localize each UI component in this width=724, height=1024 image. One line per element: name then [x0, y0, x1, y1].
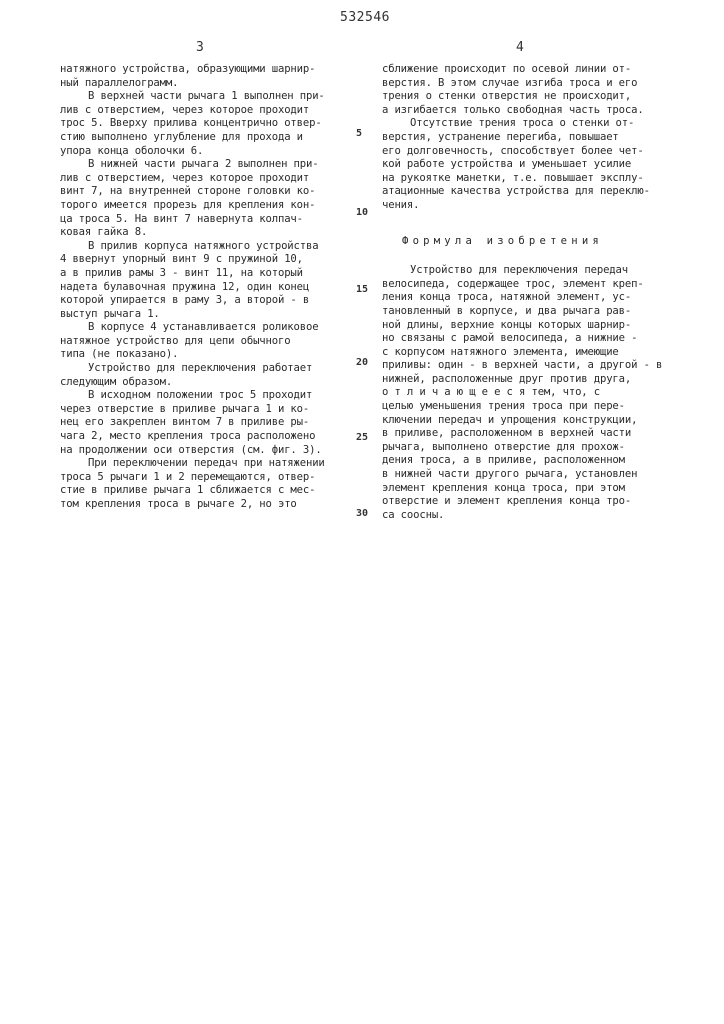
text-line: с корпусом натяжного элемента, имеющие: [382, 345, 619, 358]
text-line: чения.: [382, 198, 420, 211]
text-line: элемент крепления конца троса, при этом: [382, 481, 625, 494]
text-line: ца троса 5. На винт 7 навернута колпач-: [60, 212, 303, 225]
text-line: В верхней части рычага 1 выполнен при-: [88, 90, 325, 103]
text-line: приливы: один - в верхней части, а другой - в: [382, 359, 663, 372]
text-line: лив с отверстием, через которое проходит: [60, 103, 310, 116]
text-line: типа (не показано).: [60, 348, 179, 361]
text-line: торого имеется прорезь для крепления кон-: [60, 198, 316, 211]
text-line: целью уменьшения трения троса при пере-: [382, 400, 625, 413]
text-line: Устройство для переключения передач: [410, 264, 628, 277]
text-line: винт 7, на внутренней стороне головки ко-: [60, 185, 316, 198]
text-line: ной длины, верхние концы которых шарнир-: [382, 318, 632, 331]
line-marker: 20: [356, 357, 369, 368]
line-marker: 10: [356, 207, 369, 218]
text-line: о т л и ч а ю щ е е с я тем, что, с: [382, 386, 600, 399]
line-marker: 30: [356, 508, 369, 519]
text-line: трос 5. Вверху прилива концентрично отвер-: [60, 117, 322, 130]
text-line: его долговечность, способствует более чет-: [382, 144, 644, 157]
text-line: в приливе, расположенном в верхней части: [382, 427, 632, 440]
text-line: трения о стенки отверстия не происходит,: [382, 90, 632, 103]
text-line: которой упирается в раму 3, а второй - в: [60, 294, 310, 307]
text-line: са соосны.: [382, 508, 445, 521]
text-line: следующим образом.: [60, 375, 173, 388]
text-line: При переключении передач при натяжении: [88, 457, 325, 470]
text-line: атационные качества устройства для переклю-: [382, 185, 650, 198]
text-line: В исходном положении трос 5 проходит: [88, 389, 313, 402]
text-line: чага 2, место крепления троса расположено: [60, 430, 316, 443]
text-line: дения троса, а в приливе, расположенном: [382, 454, 625, 467]
text-line: рычага, выполнено отверстие для прохож-: [382, 440, 625, 453]
text-line: натяжное устройство для цепи обычного: [60, 334, 291, 347]
text-line: натяжного устройства, образующими шарнир-: [60, 63, 316, 75]
text-line: троса 5 рычаги 1 и 2 перемещаются, отвер-: [60, 470, 316, 483]
text-line: надета булавочная пружина 12, один конец: [60, 280, 310, 293]
text-line: том крепления троса в рычаге 2, но это: [60, 498, 297, 510]
text-line: ления конца троса, натяжной элемент, ус-: [382, 291, 632, 304]
left-column: [60, 63, 350, 512]
text-line: Устройство для переключения работает: [88, 362, 313, 375]
text-line: но связаны с рамой велосипеда, а нижние -: [382, 332, 638, 345]
column-number-left: 3: [196, 40, 204, 55]
text-line: нижней, расположенные друг против друга,: [382, 372, 632, 385]
right-column: [382, 63, 682, 522]
text-line: Отсутствие трения троса о стенки от-: [410, 117, 635, 130]
line-marker: 15: [356, 284, 369, 295]
claims-heading: Формула изобретения: [402, 234, 603, 247]
patent-number: 532546: [340, 10, 390, 25]
text-line: отверстие и элемент крепления конца тро-: [382, 495, 632, 508]
text-line: в нижней части другого рычага, установлен: [382, 468, 638, 481]
text-line: через отверстие в приливе рычага 1 и ко-: [60, 402, 310, 415]
text-line: ный параллелограмм.: [60, 76, 179, 89]
text-line: стию выполнено углубление для прохода и: [60, 130, 303, 143]
text-line: стие в приливе рычага 1 сближается с мес-: [60, 484, 316, 497]
text-line: а в прилив рамы 3 - винт 11, на который: [60, 266, 303, 279]
right-column-intro: [382, 63, 682, 213]
text-line: сближение происходит по осевой линии от-: [382, 63, 632, 75]
text-line: на продолжении оси отверстия (см. фиг. 3).: [60, 443, 322, 456]
text-line: В корпусе 4 устанавливается роликовое: [88, 321, 319, 334]
text-line: верстия. В этом случае изгиба троса и его: [382, 76, 638, 89]
text-line: на рукоятке манетки, т.е. повышает эксплу-: [382, 171, 644, 184]
claims-text: [382, 264, 682, 522]
text-line: 4 ввернут упорный винт 9 с пружиной 10,: [60, 253, 303, 266]
text-line: ключении передач и упрощения конструкции,: [382, 413, 638, 426]
text-line: ковая гайка 8.: [60, 226, 148, 239]
text-line: лив с отверстием, через которое проходит: [60, 171, 310, 184]
text-line: выступ рычага 1.: [60, 307, 160, 320]
text-line: кой работе устройства и уменьшает усилие: [382, 158, 632, 171]
column-number-right: 4: [516, 40, 524, 55]
text-line: нец его закреплен винтом 7 в приливе ры-: [60, 416, 310, 429]
text-line: В нижней части рычага 2 выполнен при-: [88, 158, 319, 171]
text-line: тановленный в корпусе, и два рычага рав-: [382, 304, 632, 317]
text-line: верстия, устранение перегиба, повышает: [382, 130, 619, 143]
text-line: В прилив корпуса натяжного устройства: [88, 239, 319, 252]
line-marker: 5: [356, 128, 363, 139]
line-marker: 25: [356, 432, 369, 443]
text-line: упора конца оболочки 6.: [60, 144, 204, 157]
text-line: велосипеда, содержащее трос, элемент креп-: [382, 277, 644, 290]
text-line: а изгибается только свободная часть троса.: [382, 103, 644, 116]
